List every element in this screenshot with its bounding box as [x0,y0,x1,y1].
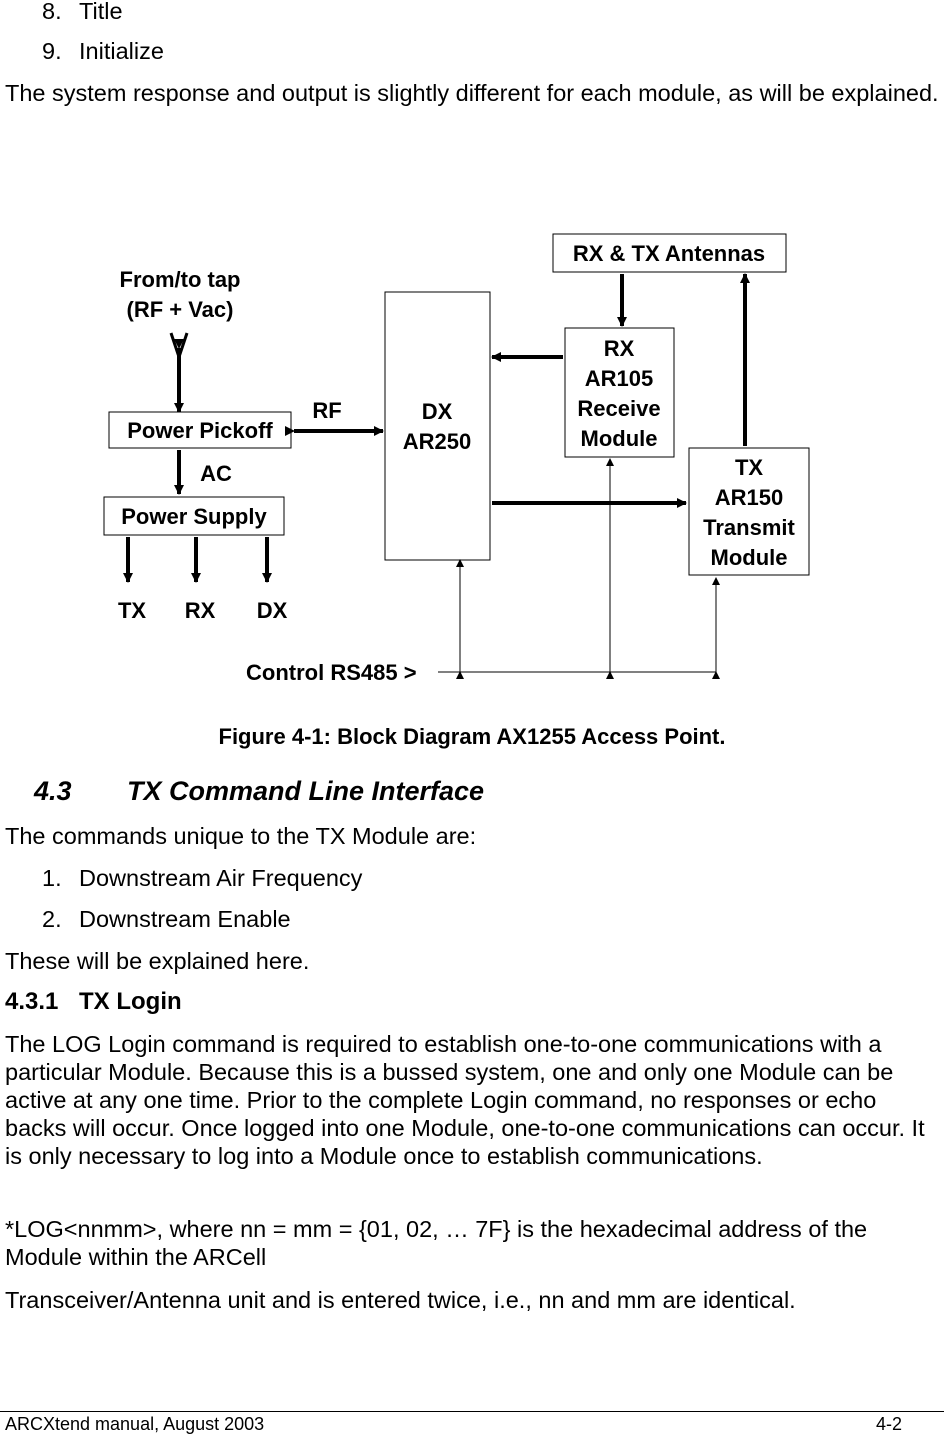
output-dx-label: DX [256,598,288,623]
rx-module-label: Module [580,426,658,451]
from-tap-sublabel: (RF + Vac) [126,297,234,322]
page-number: 4-2 [876,1414,903,1434]
explained-text: These will be explained here. [5,948,310,974]
list-number: 1. [42,865,62,891]
power-supply-label: Power Supply [121,504,267,529]
figure-caption: Figure 4-1: Block Diagram AX1255 Access Point. [218,724,726,749]
section-number: 4.3 [34,776,72,806]
from-tap-label: From/to tap [119,267,241,292]
list-item: Downstream Enable [79,906,291,932]
tx-label: TX [734,455,764,480]
list-item: Initialize [79,38,164,64]
tx-model-label: AR150 [714,485,784,510]
antennas-label: RX & TX Antennas [572,241,766,266]
list-item: Title [79,0,123,24]
dx-label: DX [421,399,453,424]
rx-function-label: Receive [577,396,661,421]
output-tx-label: TX [117,598,147,623]
tx-module-label: Module [710,545,788,570]
list-item: Downstream Air Frequency [79,865,363,891]
login-paragraph: The LOG Login command is required to establish one-to-one communications with a particular Module. Because this is a bussed system, one and only one Module can be active at any one time. Prior to the complete Login command, no responses or echo backs will occur. Once logged into one Module, one-to-one communications can occur. It is only necessary to log into a Module once to establish communications. [5,1031,925,1169]
subsection-number: 4.3.1 [5,988,59,1015]
commands-intro: The commands unique to the TX Module are: [5,823,477,849]
transceiver-paragraph: Transceiver/Antenna unit and is entered twice, i.e., nn and mm are identical. [5,1287,796,1313]
dx-box [385,292,490,560]
section-title: TX Command Line Interface [127,776,485,806]
list-number: 2. [42,906,62,932]
control-bus-label: Control RS485 > [246,660,417,685]
power-pickoff-label: Power Pickoff [127,418,273,443]
list-number: 9. [42,38,62,64]
rf-label: RF [312,398,342,423]
dx-model-label: AR250 [402,429,472,454]
footer-left: ARCXtend manual, August 2003 [5,1414,265,1434]
ac-label: AC [200,461,232,486]
output-rx-label: RX [184,598,216,623]
list-number: 8. [42,0,62,24]
subsection-title: TX Login [79,988,182,1015]
rx-label: RX [603,336,635,361]
log-syntax-paragraph: *LOG<nnmm>, where nn = mm = {01, 02, … 7F} is the hexadecimal address of the Module within the ARCell [5,1216,868,1270]
rx-model-label: AR105 [584,366,654,391]
footer-divider [0,1411,944,1412]
tx-function-label: Transmit [703,515,795,540]
intro-paragraph: The system response and output is slightly different for each module, as will be explained. [5,80,939,106]
